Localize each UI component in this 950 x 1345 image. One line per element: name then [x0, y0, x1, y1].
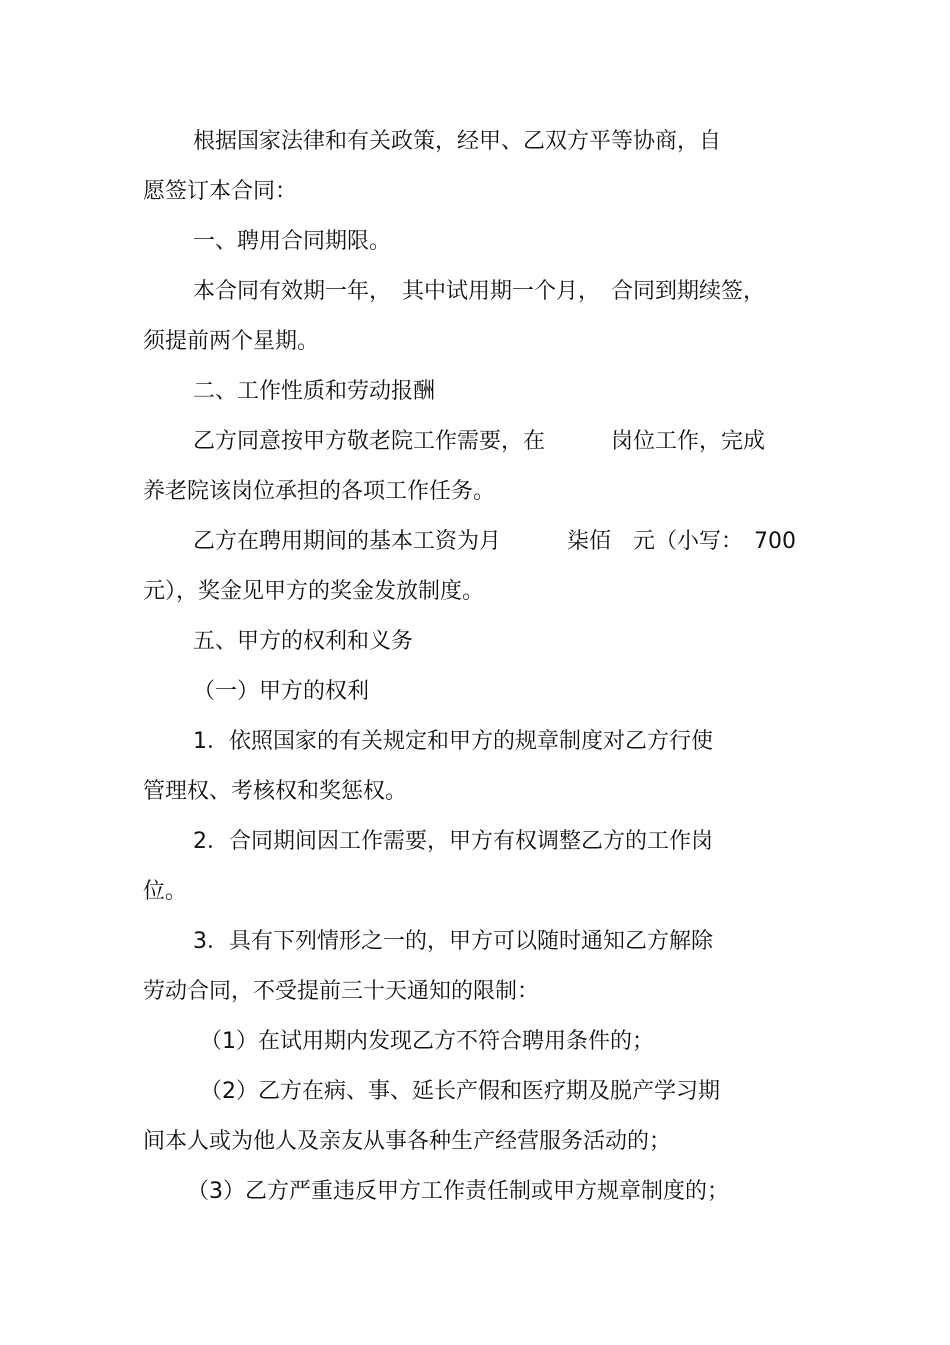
- text-line: 2．合同期间因工作需要，甲方有权调整乙方的工作岗: [193, 829, 713, 854]
- text-line: 3．具有下列情形之一的，甲方可以随时通知乙方解除: [193, 929, 713, 954]
- text-line: 劳动合同，不受提前三十天通知的限制：: [143, 979, 540, 1004]
- text-line: 元），奖金见甲方的奖金发放制度。: [143, 579, 485, 604]
- text-line: 位。: [143, 879, 188, 904]
- text-line: 间本人或为他人及亲友从事各种生产经营服务活动的；: [143, 1129, 672, 1154]
- text-line: （3）乙方严重违反甲方工作责任制或甲方规章制度的；: [187, 1179, 729, 1204]
- text-line: 五、甲方的权利和义务: [193, 629, 414, 654]
- text-line: 本合同有效期一年， 其中试用期一个月， 合同到期续签，: [193, 279, 766, 304]
- text-line: 乙方同意按甲方敬老院工作需要，在 岗位工作，完成: [193, 429, 766, 454]
- text-line: 乙方在聘用期间的基本工资为月 柒佰 元（小写： 700: [193, 529, 796, 554]
- text-line: 二、工作性质和劳动报酬: [193, 379, 436, 404]
- text-line: （一）甲方的权利: [193, 679, 370, 704]
- text-line: 1．依照国家的有关规定和甲方的规章制度对乙方行使: [193, 729, 713, 754]
- text-line: （2）乙方在病、事、延长产假和医疗期及脱产学习期: [200, 1079, 720, 1104]
- text-line: 一、聘用合同期限。: [193, 229, 392, 254]
- text-line: 根据国家法律和有关政策，经甲、乙双方平等协商，自: [193, 129, 722, 154]
- text-line: 管理权、考核权和奖惩权。: [143, 779, 408, 804]
- text-line: 愿签订本合同：: [143, 179, 298, 204]
- text-line: 须提前两个星期。: [143, 329, 320, 354]
- text-line: （1）在试用期内发现乙方不符合聘用条件的；: [200, 1029, 654, 1054]
- text-line: 养老院该岗位承担的各项工作任务。: [143, 479, 496, 504]
